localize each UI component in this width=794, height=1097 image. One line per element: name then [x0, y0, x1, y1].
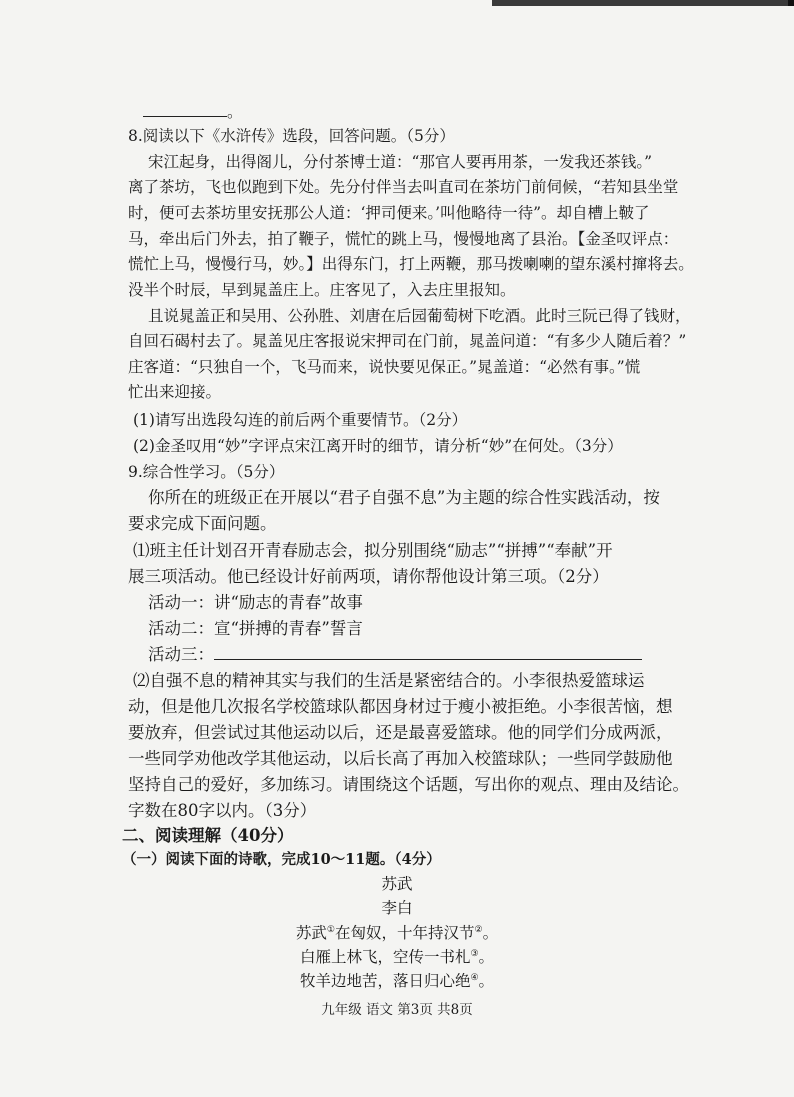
q9-sub2-line: 要放弃，但尝试过其他运动以后，还是最喜爱篮球。他的同学们分成两派，: [128, 723, 673, 742]
q8-subquestion-1: (1)请写出选段勾连的前后两个重要情节。（2分）: [133, 411, 468, 429]
poem-line-2: 白雁上林飞，空传一书札③。: [299, 948, 495, 967]
q9-sub1-line: 展三项活动。他已经设计好前两项，请你帮他设计第三项。（2分）: [128, 567, 609, 586]
poem-author: 李白: [381, 899, 413, 917]
q8-para-line: 离了茶坊，飞也似跑到下处。先分付伴当去叫直司在茶坊门前伺候，“若知县坐堂: [128, 178, 679, 196]
q9-sub2-line: 坚持自己的爱好，多加练习。请围绕这个话题，写出你的观点、理由及结论。: [128, 775, 689, 794]
activity-one: 活动一：讲“励志的青春”故事: [148, 593, 363, 612]
q9-intro-line: 要求完成下面问题。: [128, 514, 277, 533]
q8-para-line: 马，牵出后门外去，拍了鞭子，慌忙的跳上马，慢慢地离了县治。【金圣叹评点：: [128, 230, 679, 248]
footnote-mark: ④: [470, 973, 479, 983]
part-one-instruction: （一）阅读下面的诗歌，完成10～11题。（4分）: [122, 851, 441, 868]
q9-sub1-line: ⑴班主任计划召开青春励志会，拟分别围绕“励志”“拼搏”“奉献”开: [133, 541, 613, 560]
q8-para-line: 且说晁盖正和吴用、公孙胜、刘唐在后园葡萄树下吃酒。此时三阮已得了钱财，: [148, 307, 691, 325]
q8-para-line: 没半个时辰，早到晁盖庄上。庄客见了，入去庄里报知。: [128, 281, 516, 299]
q9-sub2-line: 一些同学劝他改学其他运动，以后长高了再加入校篮球队；一些同学鼓励他: [128, 749, 673, 768]
footnote-mark: ①: [326, 925, 335, 935]
activity-three: 活动三：: [148, 645, 642, 665]
poem-line-3: 牧羊边地苦，落日归心绝④。: [299, 972, 495, 991]
activity-two: 活动二：宣“拼搏的青春”誓言: [148, 619, 363, 638]
q9-title: 9.综合性学习。（5分）: [128, 463, 285, 481]
q9-sub2-line: ⑵自强不息的精神其实与我们的生活是紧密结合的。小李很热爱篮球运: [133, 671, 645, 690]
section-two-title: 二、阅读理解（40分）: [122, 826, 294, 845]
q9-intro-line: 你所在的班级正在开展以“君子自强不息”为主题的综合性实践活动，按: [148, 488, 660, 507]
q8-para-line: 慌忙上马，慢慢行马，妙。】出得东门，打上两鞭，那马拨喇喇的望东溪村撺将去。: [128, 255, 694, 273]
q9-sub2-line: 动，但是他几次报名学校篮球队都因身材过于瘦小被拒绝。小李很苦恼，想: [128, 697, 673, 716]
activity-three-answer-line: [214, 645, 642, 660]
q8-title: 8.阅读以下《水浒传》选段，回答问题。（5分）: [128, 127, 455, 145]
page-footer: 九年级 语文 第3页 共8页: [321, 1002, 473, 1018]
footnote-mark: ②: [474, 925, 483, 935]
q9-sub2-line: 字数在80字以内。（3分）: [128, 801, 317, 820]
footnote-mark: ③: [470, 949, 479, 959]
poem-line-1: 苏武①在匈奴，十年持汉节②。: [295, 924, 499, 943]
poem-title: 苏武: [381, 875, 413, 893]
answer-blank-line: 。: [143, 102, 243, 122]
q8-para-line: 忙出来迎接。: [128, 383, 222, 401]
q8-subquestion-2: (2)金圣叹用“妙”字评点宋江离开时的细节，请分析“妙”在何处。（3分）: [133, 437, 623, 455]
q8-para-line: 宋江起身，出得阁儿，分付茶博士道：“那官人要再用茶，一发我还茶钱。”: [148, 153, 653, 171]
q8-para-line: 庄客道：“只独自一个，飞马而来，说快要见保正。”晁盖道：“必然有事。”慌: [128, 358, 641, 376]
q8-para-line: 自回石碣村去了。晁盖见庄客报说宋押司在门前，晁盖问道：“有多少人随后着？”: [128, 332, 687, 350]
q8-para-line: 时，便可去茶坊里安抚那公人道：‘押司便来。’叫他略待一待”。却自槽上鞁了: [128, 204, 650, 222]
